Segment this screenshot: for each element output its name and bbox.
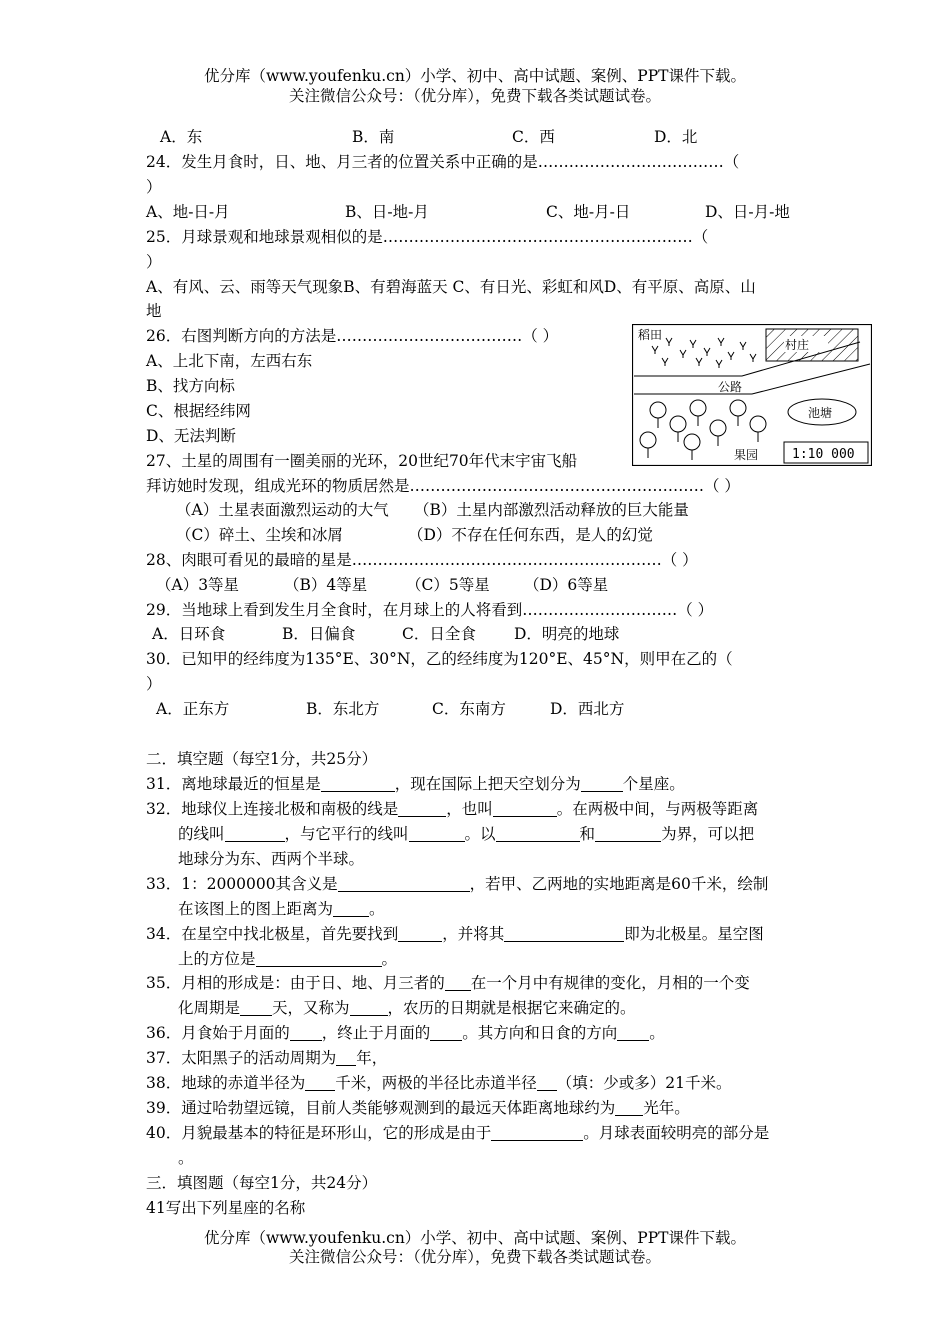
q28-option-d: （D）6等星 bbox=[524, 576, 609, 594]
q36: 36．月食始于月面的 ，终止于月面的 。其方向和日食的方向 。 bbox=[146, 1024, 665, 1042]
map-label-road: 公路 bbox=[718, 380, 743, 394]
q41: 41写出下列星座的名称 bbox=[146, 1199, 306, 1217]
q28-stem: 28、肉眼可看见的最暗的星是……………………………………………………（ ） bbox=[146, 551, 698, 569]
q28-option-c: （C）5等星 bbox=[406, 576, 490, 594]
q28-option-b: （B）4等星 bbox=[284, 576, 368, 594]
q26-stem: 26．右图判断方向的方法是………………………………（ ） bbox=[146, 327, 559, 345]
q36-blank-3[interactable] bbox=[617, 1024, 649, 1041]
q29-stem: 29．当地球上看到发生月全食时，在月球上的人将看到…………………………（ ） bbox=[146, 601, 714, 619]
q29-option-b: B．日偏食 bbox=[282, 625, 356, 643]
q34-line-2: 上的方位是 。 bbox=[178, 950, 398, 968]
q29-option-a: A．日环食 bbox=[152, 625, 226, 643]
q32-line-1: 32．地球仪上连接北极和南极的线是 ，也叫 。在两极中间，与两极等距离 bbox=[146, 800, 759, 818]
q33-blank-2[interactable] bbox=[333, 900, 369, 917]
section-3-title: 三．填图题（每空1分，共24分） bbox=[146, 1174, 378, 1192]
q27-stem: 27、土星的周围有一圈美丽的光环，20世纪70年代末宇宙飞船 bbox=[146, 452, 578, 470]
q25-options-cont: 地 bbox=[146, 302, 162, 320]
q38: 38．地球的赤道半径为 千米，两极的半径比赤道半径 （填：少或多）21千米。 bbox=[146, 1074, 732, 1092]
q23-option-a: A．东 bbox=[160, 128, 203, 146]
q33-blank-1[interactable] bbox=[338, 875, 470, 892]
map-label-pond: 池塘 bbox=[808, 406, 833, 420]
q30-option-b: B．东北方 bbox=[306, 700, 380, 718]
q27-option-c: （C）碎土、尘埃和冰屑 bbox=[176, 526, 343, 544]
q30-option-c: C．东南方 bbox=[432, 700, 506, 718]
q27-option-a: （A）土星表面激烈运动的大气 bbox=[176, 501, 389, 519]
q28-option-a: （A）3等星 bbox=[156, 576, 240, 594]
map-label-field: 稻田 bbox=[638, 328, 663, 342]
q26-option-a: A、上北下南，左西右东 bbox=[146, 352, 313, 370]
q35-line-2: 化周期是 天，又称为 ，农历的日期就是根据它来确定的。 bbox=[178, 999, 636, 1017]
q38-blank-1[interactable] bbox=[305, 1074, 335, 1091]
q24-option-b: B、日-地-月 bbox=[345, 203, 429, 221]
q25-options: A、有风、云、雨等天气现象B、有碧海蓝天 C、有日光、彩虹和风D、有平原、高原、山 bbox=[146, 278, 756, 296]
q27-option-b: （B）土星内部激烈活动释放的巨大能量 bbox=[414, 501, 689, 519]
q32-blank-3[interactable] bbox=[225, 825, 285, 842]
q23-option-b: B．南 bbox=[352, 128, 395, 146]
map-scale: 1:10 000 bbox=[792, 447, 855, 462]
q23-option-d: D．北 bbox=[654, 128, 698, 146]
q33-line-2: 在该图上的图上距离为 。 bbox=[178, 900, 385, 918]
q25-stem: 25．月球景观和地球景观相似的是……………………………………………………（ bbox=[146, 228, 709, 246]
q40-line-2: 。 bbox=[178, 1149, 194, 1167]
q35-blank-1[interactable] bbox=[445, 974, 471, 991]
q24-option-a: A、地-日-月 bbox=[146, 203, 230, 221]
q29-option-c: C．日全食 bbox=[402, 625, 476, 643]
section-2-title: 二．填空题（每空1分，共25分） bbox=[146, 750, 378, 768]
q36-blank-2[interactable] bbox=[430, 1024, 462, 1041]
q32-blank-2[interactable] bbox=[493, 800, 557, 817]
q39-blank-1[interactable] bbox=[615, 1099, 643, 1116]
q24-stem-cont: ） bbox=[146, 178, 162, 196]
q40-blank-1[interactable] bbox=[491, 1124, 583, 1141]
q34-blank-1[interactable] bbox=[398, 925, 442, 942]
q32-line-3: 地球分为东、西两个半球。 bbox=[178, 850, 365, 868]
q24-stem: 24．发生月食时，日、地、月三者的位置关系中正确的是………………………………（ bbox=[146, 153, 740, 171]
q30-option-d: D．西北方 bbox=[550, 700, 625, 718]
q26-option-d: D、无法判断 bbox=[146, 427, 236, 445]
q24-option-d: D、日-月-地 bbox=[705, 203, 790, 221]
q35-blank-3[interactable] bbox=[350, 999, 388, 1016]
q39: 39．通过哈勃望远镜，目前人类能够观测到的最远天体距离地球约为 光年。 bbox=[146, 1099, 690, 1117]
q32-blank-1[interactable] bbox=[398, 800, 446, 817]
q31: 31．离地球最近的恒星是 ，现在国际上把天空划分为 个星座。 bbox=[146, 775, 685, 793]
footer-line-1: 优分库（www.youfenku.cn）小学、初中、高中试题、案例、PPT课件下载。 bbox=[203, 1229, 747, 1247]
map-label-orchard: 果园 bbox=[734, 448, 759, 462]
map-label-village: 村庄 bbox=[785, 338, 810, 352]
q34-line-1: 34．在星空中找北极星，首先要找到 ，并将其 即为北极星。星空图 bbox=[146, 925, 764, 943]
q29-option-d: D．明亮的地球 bbox=[514, 625, 620, 643]
q32-blank-4[interactable] bbox=[409, 825, 465, 842]
q37: 37．太阳黑子的活动周期为 年， bbox=[146, 1049, 388, 1067]
q32-line-2: 的线叫 ，与它平行的线叫 。以 和 为界，可以把 bbox=[178, 825, 755, 843]
q40-line-1: 40．月貌最基本的特征是环形山，它的形成是由于 。月球表面较明亮的部分是 bbox=[146, 1124, 770, 1142]
q25-stem-cont: ） bbox=[146, 253, 162, 271]
header-line-1: 优分库（www.youfenku.cn）小学、初中、高中试题、案例、PPT课件下载。 bbox=[203, 67, 747, 85]
q26-option-b: B、找方向标 bbox=[146, 377, 235, 395]
q24-option-c: C、地-月-日 bbox=[546, 203, 631, 221]
q32-blank-5[interactable] bbox=[496, 825, 580, 842]
q30-stem: 30．已知甲的经纬度为135°E、30°N，乙的经纬度为120°E、45°N，则甲在乙的（ bbox=[146, 650, 733, 668]
q32-blank-6[interactable] bbox=[595, 825, 661, 842]
q35-blank-2[interactable] bbox=[240, 999, 272, 1016]
q36-blank-1[interactable] bbox=[290, 1024, 322, 1041]
q27-option-d: （D）不存在任何东西，是人的幻觉 bbox=[408, 526, 653, 544]
q23-option-c: C．西 bbox=[512, 128, 555, 146]
q37-blank-1[interactable] bbox=[336, 1049, 356, 1066]
footer-line-2: 关注微信公众号：（优分库），免费下载各类试题试卷。 bbox=[288, 1248, 661, 1266]
map-drawing bbox=[632, 324, 872, 466]
q27-stem-cont: 拜访她时发现，组成光环的物质居然是…………………………………………………（ ） bbox=[146, 477, 740, 495]
q30-stem-cont: ） bbox=[146, 675, 162, 693]
q26-option-c: C、根据经纬网 bbox=[146, 402, 251, 420]
q33-line-1: 33．1：2000000其含义是 ，若甲、乙两地的实地距离是60千米，绘制 bbox=[146, 875, 769, 893]
direction-map-figure bbox=[632, 324, 872, 466]
q34-blank-2[interactable] bbox=[504, 925, 624, 942]
q31-blank-2[interactable] bbox=[581, 775, 623, 792]
q34-blank-3[interactable] bbox=[256, 950, 382, 967]
q35-line-1: 35．月相的形成是：由于日、地、月三者的 在一个月中有规律的变化，月相的一个变 bbox=[146, 974, 750, 992]
q38-blank-2[interactable] bbox=[537, 1074, 557, 1091]
q30-option-a: A．正东方 bbox=[156, 700, 230, 718]
q31-blank-1[interactable] bbox=[321, 775, 395, 792]
header-line-2: 关注微信公众号：（优分库），免费下载各类试题试卷。 bbox=[288, 87, 661, 105]
